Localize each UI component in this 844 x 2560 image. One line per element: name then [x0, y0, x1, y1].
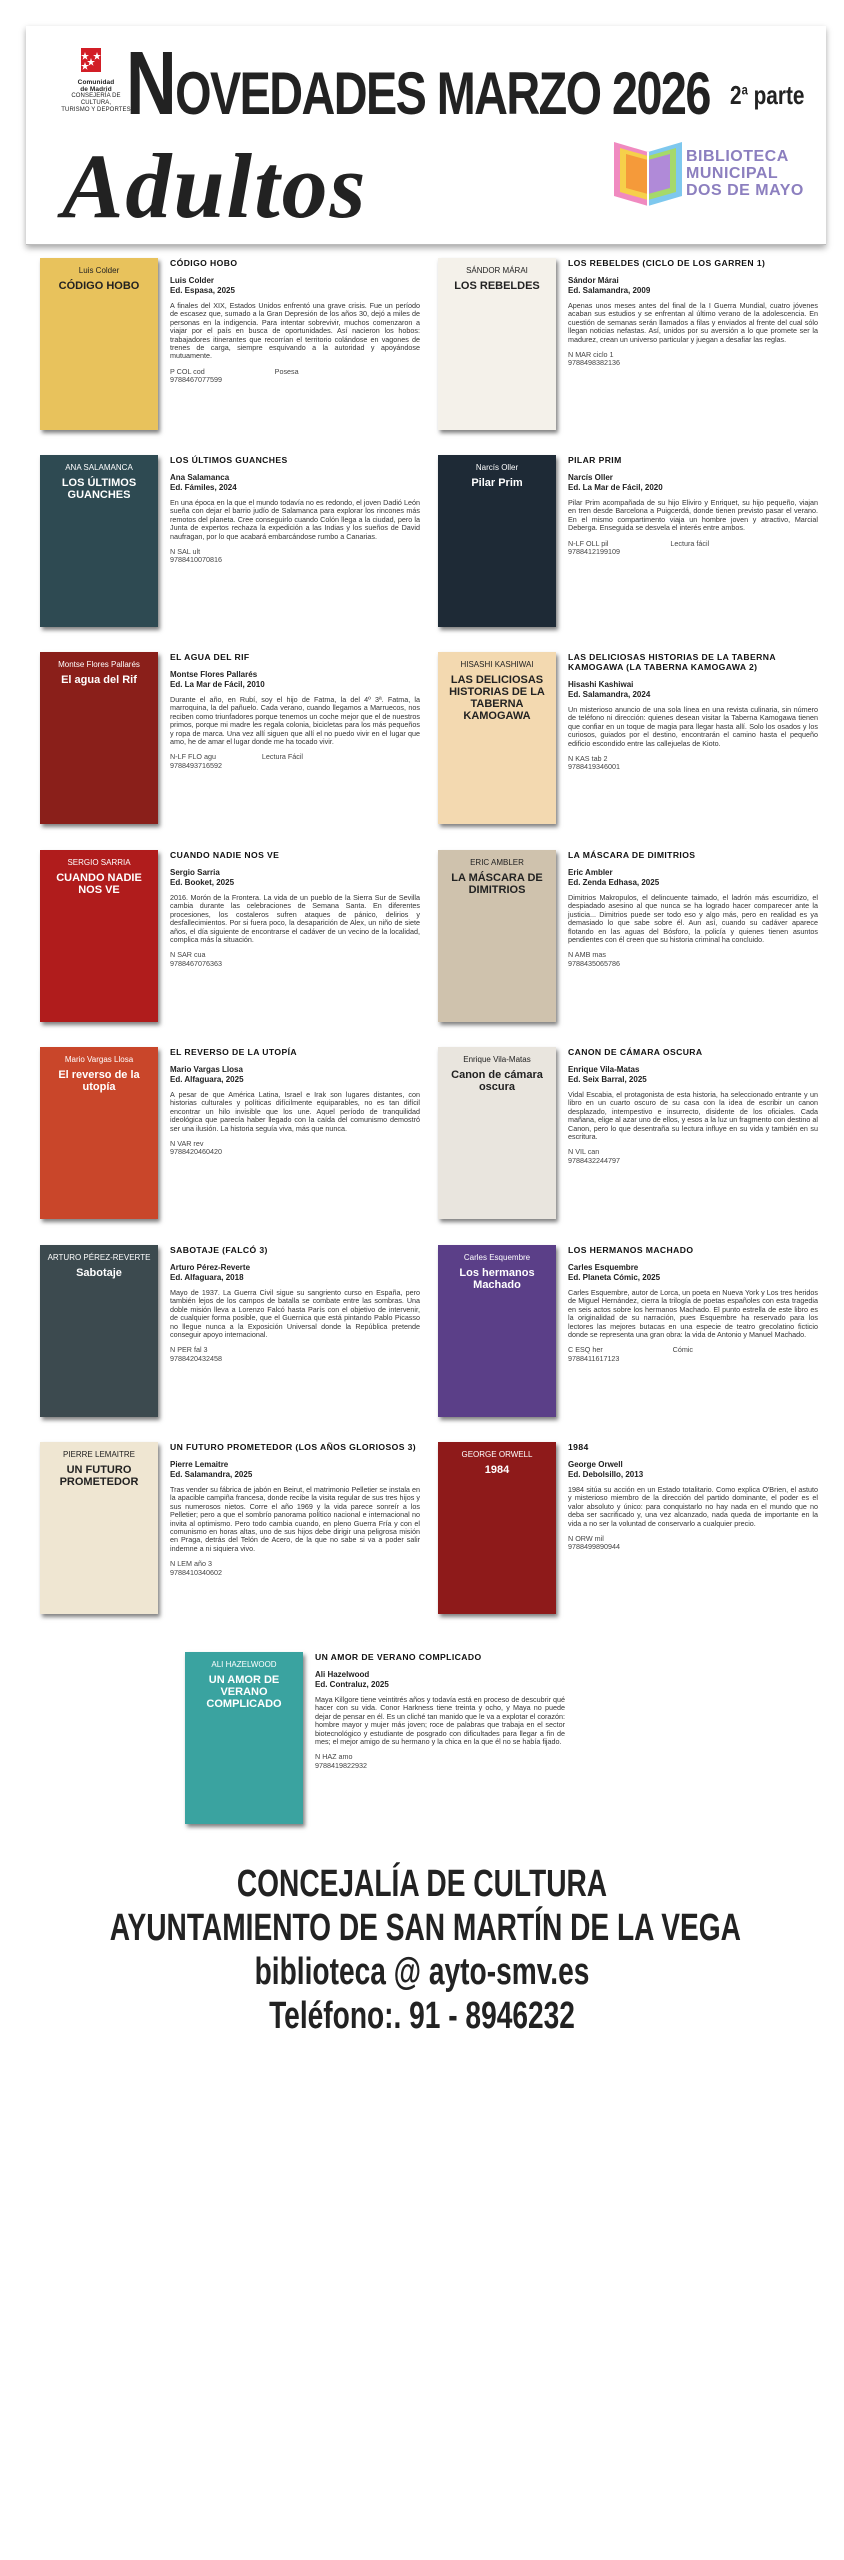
- page-subtitle: Adultos: [62, 135, 368, 237]
- book-author: Ali Hazelwood: [315, 1670, 370, 1679]
- cover-author: SERGIO SARRIA: [67, 858, 131, 867]
- book-entry-7: [40, 850, 420, 1040]
- book-cover: [438, 258, 556, 430]
- comunidad-madrid-logo: [56, 48, 136, 114]
- part-label: 2$^a$ parte: [730, 80, 805, 110]
- book-isbn: 9788412199109: [568, 547, 620, 557]
- cover-title: Los hermanos Machado: [459, 1267, 535, 1291]
- book-cover: [185, 1652, 303, 1824]
- book-title: CÓDIGO HOBO: [170, 258, 238, 268]
- book-summary: 1984 sitúa su acción en un Estado totalitario. Como explica O'Brien, el astuto y misterioso miembro de la dirección del partido dominante, el poder es el valor absoluto y único: para conquistarlo no hay nada en el mundo que no deba ser sacrificado y, una vez alcanzado, nada queda de importante en la vida a no ser la voluntad de conservarlo a cualquier precio.: [568, 1485, 818, 1528]
- book-summary: Mayo de 1937. La Guerra Civil sigue su sangriento curso en España, pero también lejos de los campos de batalla se combate entre las sombras. Una doble misión lleva a Lorenzo Falcó hasta París con el objetivo de intervenir, de cualquier forma posible, que el Guernica que está pintando Pablo Picasso no llegue nunca a la Exposición Universal donde la República pretende conseguir apoyo internacional.: [170, 1288, 420, 1340]
- cover-title: LA MÁSCARA DE DIMITRIOS: [451, 872, 543, 896]
- book-info: [170, 455, 420, 565]
- footer-contact: [0, 1862, 844, 2038]
- book-summary: En una época en la que el mundo todavía no es redondo, el joven Dadió León sueña con dejar el barrio judío de Salamanca para explorar los rincones más remotos del planeta. Cree conseguirlo cuando Colón llega a la ciudad, pero la Junta de expertos rechaza la expedición a las Indias y los sueños de David naufragan, por lo que acabará embarcándose rumbo a Canarias.: [170, 498, 420, 541]
- book-edition: Ed. Booket, 2025: [170, 877, 235, 887]
- book-author: Sándor Márai: [568, 276, 619, 285]
- book-author: Carles Esquembre: [568, 1263, 639, 1272]
- book-cover: [438, 850, 556, 1022]
- book-entry-3: [40, 455, 420, 645]
- book-edition: Ed. Espasa, 2025: [170, 285, 235, 295]
- cover-author: HISASHI KASHIWAI: [460, 660, 534, 669]
- book-info: [315, 1652, 565, 1770]
- book-isbn: 9788410340602: [170, 1567, 222, 1577]
- book-isbn: 9788410070816: [170, 555, 222, 565]
- book-summary: Durante el año, en Rubí, soy el hijo de Fatma, la del 4º 3ª. Fatma, la marroquina, la del pañuelo. Cada verano, cuando llegamos a Marruecos, nos reciben como triunfadores porque tenemos un coche mejor que el de nuestros primos, porque mi madre les regala colonia, bicicletas para los más pequeños y ropa de marca. Una vez allí siguen que allí el no puedo vivir en el lugar que amo, he de amar el lugar donde me ha tocado vivir.: [170, 695, 420, 747]
- book-cover: [438, 455, 556, 627]
- cover-title: El agua del Rif: [61, 674, 137, 686]
- book-cover: [40, 652, 158, 824]
- book-isbn: 9788420432458: [170, 1353, 222, 1363]
- cover-title: Sabotaje: [76, 1267, 122, 1279]
- book-title: SABOTAJE (FALCÓ 3): [170, 1245, 268, 1255]
- cover-title: LAS DELICIOSAS HISTORIAS DE LA TABERNA KAMOGAWA: [449, 674, 545, 722]
- madrid-flag-icon: [81, 48, 101, 72]
- book-author: Ana Salamanca: [170, 473, 230, 482]
- footer-email[interactable]: biblioteca @ ayto-smv.es: [254, 1951, 590, 1993]
- book-cover: [438, 652, 556, 824]
- book-summary: A pesar de que América Latina, Israel e Irak son lugares distantes, con historias culturales y políticas difícilmente equiparables, no es tan difícil encontrar un hilo invisible que los une. Aquel período de tranquilidad ideológica que parecía haber llegado con la caída del comunismo demostró ser una ilusión. La historia seguía viva, más que nunca.: [170, 1090, 420, 1133]
- book-signature: N-LF OLL pil Lectura fácil: [568, 538, 710, 548]
- book-title: UN AMOR DE VERANO COMPLICADO: [315, 1652, 482, 1662]
- book-author: Eric Ambler: [568, 868, 613, 877]
- book-summary: Carles Esquembre, autor de Lorca, un poeta en Nueva York y Los tres heridos de Miguel Hernández, cierra la trilogía de poetas españoles con esta tragedia en seis actos sobre los hermanos Machado. El punto estrella de este libro es la originalidad de su narración, pues Esquembre ha reservado para los lectores las mejores butacas en una especie de teatro grecolatino ficticio donde se representa una gran obra: la vida de Antonio y Manuel Machado.: [568, 1288, 818, 1340]
- book-signature: N SAR cua: [170, 950, 206, 960]
- book-cover: [40, 455, 158, 627]
- book-entry-10: [438, 1047, 818, 1237]
- book-summary: Un misterioso anuncio de una sola línea en una revista culinaria, sin número de teléfono ni dirección: quienes desean visitar la Taberna Kamogawa tienen que confiar en un toque de magia para llegar hasta allí. Solo los osados y los curiosos, guiados por el destino, encontrarán el camino hasta el pequeño edificio escondido entre las callejuelas de Kioto.: [568, 705, 818, 748]
- book-signature: N AMB mas: [568, 950, 606, 960]
- cover-author: Carles Esquembre: [463, 1253, 531, 1262]
- book-info: [568, 850, 818, 968]
- book-author: Enrique Vila-Matas: [568, 1065, 640, 1074]
- page-title: NOVEDADES MARZO 2026: [126, 34, 710, 134]
- book-info: [568, 652, 818, 772]
- book-entry-2: [438, 258, 818, 448]
- book-cover: [40, 258, 158, 430]
- book-edition: Ed. Alfaguara, 2018: [170, 1272, 244, 1282]
- cover-author: Luis Colder: [78, 266, 120, 275]
- cover-title: UN AMOR DE VERANO COMPLICADO: [206, 1674, 282, 1710]
- book-info: [170, 1245, 420, 1363]
- book-edition: Ed. Seix Barral, 2025: [568, 1074, 647, 1084]
- book-signature: C ESQ her Cómic: [568, 1345, 694, 1355]
- book-isbn: 9788411617123: [568, 1353, 620, 1363]
- book-signature: N KAS tab 2: [568, 754, 608, 764]
- book-author: Luis Colder: [170, 276, 215, 285]
- book-signature: N ORW mil: [568, 1534, 604, 1544]
- cover-title: Pilar Prim: [471, 477, 523, 489]
- cover-author: PIERRE LEMAITRE: [62, 1450, 135, 1459]
- cover-title: CÓDIGO HOBO: [58, 280, 140, 292]
- book-edition: Ed. Salamandra, 2024: [568, 689, 651, 699]
- book-author: Arturo Pérez-Reverte: [170, 1263, 251, 1272]
- book-summary: Maya Killgore tiene veintitrés años y todavía está en proceso de descubrir qué hacer con su vida. Conor Harkness tiene treinta y ocho, y Maya no puede dejar de pensar en él. Es un cliché tan manido que le va a explotar el corazón: hombre mayor y mujer más joven; roce de palabras que trabaja en el sector biotecnológico y estudiante de posgrado con dificultades para llegar a fin de mes; el mejor amigo de su hermano y la chica en la que él no se había fijado.: [315, 1695, 565, 1747]
- book-info: [170, 1047, 420, 1157]
- header-banner: [26, 26, 826, 245]
- org-name: Comunidad de Madrid CONSEJERÍA DE CULTURA, TURISMO Y DEPORTES: [61, 79, 131, 113]
- cover-author: GEORGE ORWELL: [461, 1450, 533, 1459]
- book-isbn: 9788498382136: [568, 358, 620, 368]
- book-isbn: 9788499890944: [568, 1542, 620, 1552]
- book-title: 1984: [568, 1442, 589, 1452]
- book-entry-6: [438, 652, 818, 842]
- book-info: [170, 258, 420, 385]
- book-edition: Ed. Planeta Cómic, 2025: [568, 1272, 661, 1282]
- book-edition: Ed. La Mar de Fácil, 2010: [170, 679, 265, 689]
- book-signature: N VIL can: [568, 1147, 600, 1157]
- footer-department: CONCEJALÍA DE CULTURA: [236, 1863, 608, 1905]
- book-entry-13: [40, 1442, 420, 1632]
- cover-title: UN FUTURO PROMETEDOR: [59, 1464, 139, 1488]
- book-cover: [40, 1047, 158, 1219]
- footer-council: AYUNTAMIENTO DE SAN MARTÍN DE LA VEGA: [109, 1907, 741, 1949]
- book-entry-4: [438, 455, 818, 645]
- book-cover: [438, 1047, 556, 1219]
- book-title: UN FUTURO PROMETEDOR (LOS AÑOS GLORIOSOS 3): [170, 1442, 417, 1452]
- book-entry-15: [185, 1652, 565, 1842]
- open-book-icon: [608, 134, 688, 214]
- book-summary: Vidal Escabia, el protagonista de esta historia, ha seleccionado entrante y un libro en un cuarto oscuro de su casa con la idea de escribir un canon desplazado, intempestivo e insurrecto, disidente de los oficiales. Cada mañana, elige al azar uno de ellos, y esos a la luz un fragmento con destino al Canon, pero lo que desentraña su lectura influye en su vida y también en su escritura.: [568, 1090, 818, 1142]
- book-info: [568, 1245, 818, 1363]
- cover-author: ARTURO PÉREZ-REVERTE: [47, 1253, 151, 1262]
- book-summary: Apenas unos meses antes del final de la I Guerra Mundial, cuatro jóvenes acaban sus estudios y se enfrentan al último verano de la adolescencia. En cuestión de semanas serán llamados a filas y enviados al frente del cual sólo llegan noticias nefastas. Así, unidos por su aversión a lo que promete ser la madurez, crean un universo particular y juegan a desafiar las reglas.: [568, 301, 818, 344]
- book-author: Pierre Lemaitre: [170, 1460, 229, 1469]
- book-entry-9: [40, 1047, 420, 1237]
- book-edition: Ed. Fámiles, 2024: [170, 482, 237, 492]
- book-signature: N HAZ amo: [315, 1752, 353, 1762]
- book-signature: N MAR ciclo 1: [568, 350, 614, 360]
- book-signature: N-LF FLO agu Lectura Fácil: [170, 752, 304, 762]
- book-signature: N PER fal 3: [170, 1345, 208, 1355]
- book-title: LOS REBELDES (CICLO DE LOS GARREN 1): [568, 258, 766, 268]
- book-info: [170, 652, 420, 770]
- book-title: LOS ÚLTIMOS GUANCHES: [170, 455, 288, 465]
- book-title: LA MÁSCARA DE DIMITRIOS: [568, 850, 696, 860]
- book-edition: Ed. Zenda Edhasa, 2025: [568, 877, 660, 887]
- book-author: Hisashi Kashiwai: [568, 680, 634, 689]
- book-summary: A finales del XIX, Estados Unidos enfrentó una grave crisis. Fue un período de escasez que, sumado a la Gran Depresión de los años 30, dejó a miles de personas en la indigencia. Para intentar sobrevivir, muchos comenzaron a viajar por el país en busca de oportunidades. Así nacieron los hobos: trabajadores itinerantes que recorrían el territorio colándose en vagones de trenes de carga, siempre esquivando a la autoridad y apoyándose mutuamente.: [170, 301, 420, 361]
- book-entry-8: [438, 850, 818, 1040]
- book-summary: Dimitrios Makropulos, el delincuente taimado, el ladrón más escurridizo, el despiadado asesino al que nunca se ha logrado hacer comparecer ante la justicia... Dimitrios puede ser todo eso y algo más, pero en realidad es ya demasiado lo que sabe sobre él. Aun así, cuando su cadáver aparece flotando en las aguas del Bósforo, la policía y quienes tienen asuntos pendientes con él creen que su historia criminal ha concluido.: [568, 893, 818, 945]
- book-author: Narcís Oller: [568, 473, 613, 482]
- cover-author: Montse Flores Pallarés: [58, 660, 140, 669]
- cover-title: LOS REBELDES: [454, 280, 540, 292]
- book-entry-11: [40, 1245, 420, 1435]
- book-entry-12: [438, 1245, 818, 1435]
- book-signature: P COL cod Posesa: [170, 366, 299, 376]
- book-isbn: 9788493716592: [170, 760, 222, 770]
- cover-title: Canon de cámara oscura: [451, 1069, 543, 1093]
- book-isbn: 9788467076363: [170, 958, 222, 968]
- book-entry-5: [40, 652, 420, 842]
- book-edition: Ed. Salamandra, 2025: [170, 1469, 253, 1479]
- book-author: George Orwell: [568, 1460, 623, 1469]
- cover-author: Enrique Vila-Matas: [463, 1055, 531, 1064]
- book-title: LAS DELICIOSAS HISTORIAS DE LA TABERNA KAMOGAWA (LA TABERNA KAMOGAWA 2): [568, 652, 776, 672]
- book-isbn: 9788435065786: [568, 958, 620, 968]
- book-summary: 2016. Morón de la Frontera. La vida de un pueblo de la Sierra Sur de Sevilla cambia durante las celebraciones de Semana Santa. En diferentes procesiones, los costaleros sufren ataques de pánico, delirios y desfallecimientos. Por si fuera poco, la desaparición de Alex, un niño de siete años, el día siguiente de encontrarse el cadáver de un vecino de la localidad, complica más la situación.: [170, 893, 420, 945]
- book-edition: Ed. Salamandra, 2009: [568, 285, 651, 295]
- book-summary: Tras vender su fábrica de jabón en Beirut, el matrimonio Pelletier se instala en la apacible campiña francesa, donde recibe la visita regular de sus tres hijos y sus numerosos nietos. Corre el año 1969 y la vida parece sonreír a los Pelletier; pero a que el sombrío panorama político nacional e internacional no invita al optimismo. Pero todo cambia cuando, en pleno Guerra Fría y con el comunismo en horas altas, uno de sus hijos debe dirigir una peligrosa misión en Praga, detrás del Telón de Acero, de la que no sabe si va a poder salir indemne a ni siquiera vivo.: [170, 1485, 420, 1553]
- cover-author: Narcís Oller: [475, 463, 519, 472]
- cover-author: Mario Vargas Llosa: [64, 1055, 134, 1064]
- cover-author: ERIC AMBLER: [470, 858, 524, 867]
- book-edition: Ed. Debolsillo, 2013: [568, 1469, 644, 1479]
- book-title: CUANDO NADIE NOS VE: [170, 850, 280, 860]
- footer-phone: Teléfono:. 91 - 8946232: [269, 1995, 575, 2037]
- book-isbn: 9788419822932: [315, 1760, 367, 1770]
- cover-title: CUANDO NADIE NOS VE: [56, 872, 142, 896]
- book-info: [568, 1047, 818, 1165]
- library-logo: [608, 134, 808, 224]
- book-cover: [40, 850, 158, 1022]
- book-info: [568, 1442, 818, 1552]
- book-cover: [40, 1245, 158, 1417]
- book-edition: Ed. Alfaguara, 2025: [170, 1074, 244, 1084]
- book-author: Mario Vargas Llosa: [170, 1065, 243, 1074]
- cover-title: El reverso de la utopía: [58, 1069, 140, 1093]
- book-title: PILAR PRIM: [568, 455, 622, 465]
- book-author: Sergio Sarria: [170, 868, 220, 877]
- book-info: [568, 455, 818, 556]
- book-info: [170, 850, 420, 968]
- book-cover: [438, 1245, 556, 1417]
- book-edition: Ed. La Mar de Fácil, 2020: [568, 482, 663, 492]
- book-title: EL AGUA DEL RIF: [170, 652, 250, 662]
- book-isbn: 9788432244797: [568, 1155, 620, 1165]
- book-signature: N VAR rev: [170, 1139, 204, 1149]
- book-cover: [40, 1442, 158, 1614]
- book-entry-1: [40, 258, 420, 448]
- book-summary: Pilar Prim acompañada de su hijo Eliviro y Enriquet, su hijo pequeño, viajan en tren desde Barcelona a Puigcerdá, donde tienen previsto pasar el verano. En el mismo compartimento viaja un hombre joven y atractivo, Marcial Deberga. Enseguida se desvela el interés entre ambos.: [568, 498, 818, 533]
- cover-author: ANA SALAMANCA: [65, 463, 133, 472]
- cover-author: SÁNDOR MÁRAI: [466, 266, 528, 275]
- book-info: [568, 258, 818, 368]
- book-title: EL REVERSO DE LA UTOPÍA: [170, 1047, 297, 1057]
- book-cover: [438, 1442, 556, 1614]
- cover-title: LOS ÚLTIMOS GUANCHES: [61, 477, 137, 501]
- cover-author: ALI HAZELWOOD: [211, 1660, 277, 1669]
- cover-title: 1984: [484, 1464, 510, 1476]
- book-signature: N LEM año 3: [170, 1559, 212, 1569]
- book-info: [170, 1442, 420, 1577]
- book-author: Montse Flores Pallarés: [170, 670, 258, 679]
- book-signature: N SAL ult: [170, 547, 201, 557]
- book-entry-14: [438, 1442, 818, 1632]
- book-title: CANON DE CÁMARA OSCURA: [568, 1047, 703, 1057]
- book-isbn: 9788419346001: [568, 762, 620, 772]
- book-isbn: 9788420460420: [170, 1147, 222, 1157]
- book-edition: Ed. Contraluz, 2025: [315, 1679, 389, 1689]
- library-name: BIBLIOTECA MUNICIPAL DOS DE MAYO: [686, 148, 804, 199]
- book-title: LOS HERMANOS MACHADO: [568, 1245, 694, 1255]
- book-isbn: 9788467077599: [170, 375, 222, 385]
